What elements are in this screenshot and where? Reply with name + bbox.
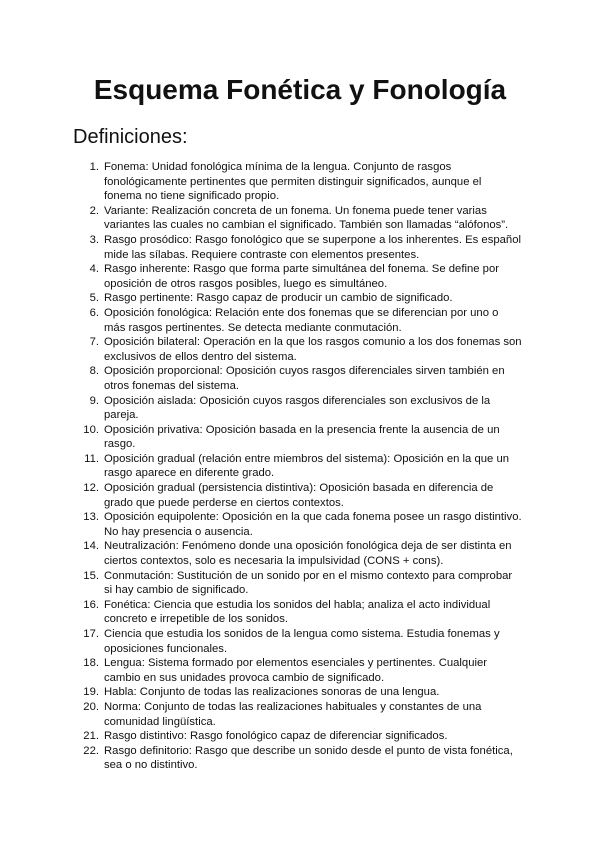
- list-item-text: Oposición privativa: Oposición basada en la presencia frente la ausencia de un rasgo.: [104, 423, 500, 451]
- list-item: [0, 539, 600, 568]
- list-item-text: Variante: Realización concreta de un fonema. Un fonema puede tener varias variantes las cuales no cambian el significado. También son llamadas “alófonos”.: [104, 204, 509, 232]
- list-item: [0, 262, 600, 291]
- list-item-text: Neutralización: Fenómeno donde una oposición fonológica deja de ser distinta en ciertos contextos, solo es necesaria la impulsividad (CONS + cons).: [104, 540, 512, 568]
- list-item: [0, 744, 600, 773]
- list-item-number: 11.: [84, 452, 99, 465]
- list-item: [0, 685, 600, 700]
- list-item: [0, 291, 600, 306]
- list-item-text: Norma: Conjunto de todas las realizaciones habituales y constantes de una comunidad lingüística.: [104, 700, 482, 728]
- list-item: [0, 656, 600, 685]
- list-item-text: Oposición bilateral: Operación en la que los rasgos comunio a los dos fonemas son exclusivos de ellos dentro del sistema.: [104, 336, 522, 363]
- list-item-number: 12.: [83, 482, 99, 495]
- list-item-text: Oposición equipolente: Oposición en la que cada fonema posee un rasgo distintivo. No hay presencia o ausencia.: [104, 511, 522, 538]
- list-item: [0, 160, 600, 204]
- list-item-text: Oposición proporcional: Oposición cuyos rasgos diferenciales sirven también en otros fonemas del sistema.: [104, 365, 505, 392]
- list-item-number: 19.: [83, 686, 99, 699]
- list-item-text: Rasgo inherente: Rasgo que forma parte simultánea del fonema. Se define por oposición de otros rasgos posibles, luego es simultáneo.: [104, 263, 500, 290]
- list-item-number: 8.: [89, 365, 99, 378]
- list-item-text: Oposición gradual (persistencia distintiva): Oposición basada en diferencia de grado que puede perderse en ciertos contextos.: [104, 482, 494, 509]
- list-item-number: 9.: [89, 394, 99, 407]
- list-item: [0, 729, 600, 744]
- section-heading: Definiciones:: [73, 126, 188, 148]
- list-item: [0, 569, 600, 598]
- list-item-text: Ciencia que estudia los sonidos de la lengua como sistema. Estudia fonemas y oposiciones funcionales.: [104, 628, 500, 655]
- list-item: [0, 394, 600, 423]
- list-item-text: Conmutación: Sustitución de un sonido por en el mismo contexto para comprobar si hay cambio de significado.: [104, 569, 513, 597]
- list-item: [0, 481, 600, 510]
- list-item: [0, 335, 600, 364]
- list-item-number: 2.: [89, 204, 99, 217]
- list-item-text: Rasgo distintivo: Rasgo fonológico capaz de diferenciar significados.: [104, 730, 448, 743]
- list-item-number: 1.: [89, 161, 99, 173]
- list-item-number: 22.: [83, 744, 99, 757]
- list-item-number: 15.: [83, 569, 99, 582]
- list-item-number: 20.: [83, 700, 99, 713]
- list-item: [0, 510, 600, 539]
- list-item-text: Fonema: Unidad fonológica mínima de la lengua. Conjunto de rasgos fonológicamente pertinentes que permiten distinguir significados, aunque el fonema no tiene significado propio.: [104, 161, 482, 203]
- list-item: [0, 233, 600, 262]
- list-item-text: Oposición aislada: Oposición cuyos rasgos diferenciales son exclusivos de la pareja.: [104, 394, 491, 422]
- list-item-number: 21.: [83, 730, 99, 743]
- list-item-number: 17.: [83, 628, 99, 640]
- list-item-number: 16.: [83, 598, 99, 611]
- list-item-text: Rasgo pertinente: Rasgo capaz de producir un cambio de significado.: [104, 292, 453, 305]
- definitions-list: [0, 160, 600, 773]
- list-item-text: Rasgo prosódico: Rasgo fonológico que se superpone a los inherentes. Es español mide las sílabas. Requiere contraste con elementos presentes.: [104, 233, 522, 261]
- list-item-number: 6.: [89, 306, 99, 319]
- list-item-number: 4.: [89, 263, 99, 276]
- list-item-text: Rasgo definitorio: Rasgo que describe un sonido desde el punto de vista fonética, sea o no distintivo.: [104, 744, 513, 772]
- list-item-number: 5.: [89, 292, 99, 305]
- list-item-text: Oposición fonológica: Relación ente dos fonemas que se diferencian por uno o más rasgos pertinentes. Se detecta mediante conmutación.: [104, 306, 499, 334]
- list-item-text: Habla: Conjunto de todas las realizaciones sonoras de una lengua.: [104, 686, 440, 699]
- list-item: [0, 423, 600, 452]
- list-item-number: 14.: [83, 540, 99, 553]
- list-item-number: 18.: [83, 657, 99, 670]
- list-item-number: 7.: [89, 336, 99, 349]
- list-item-text: Oposición gradual (relación entre miembros del sistema): Oposición en la que un rasgo aparece en diferente grado.: [104, 452, 510, 480]
- list-item-number: 10.: [83, 423, 99, 436]
- list-item: [0, 452, 600, 481]
- page-title: Esquema Fonética y Fonología: [93, 74, 507, 105]
- list-item-number: 3.: [89, 233, 99, 246]
- list-item: [0, 306, 600, 335]
- list-item: [0, 700, 600, 729]
- list-item-text: Fonética: Ciencia que estudia los sonidos del habla; analiza el acto individual concreto e irrepetible de los sonidos.: [104, 598, 491, 626]
- list-item: [0, 204, 600, 233]
- list-item-text: Lengua: Sistema formado por elementos esenciales y pertinentes. Cualquier cambio en sus unidades provoca cambio de significado.: [104, 657, 488, 684]
- list-item: [0, 598, 600, 627]
- list-item-number: 13.: [83, 511, 99, 524]
- list-item: [0, 364, 600, 393]
- list-item: [0, 627, 600, 656]
